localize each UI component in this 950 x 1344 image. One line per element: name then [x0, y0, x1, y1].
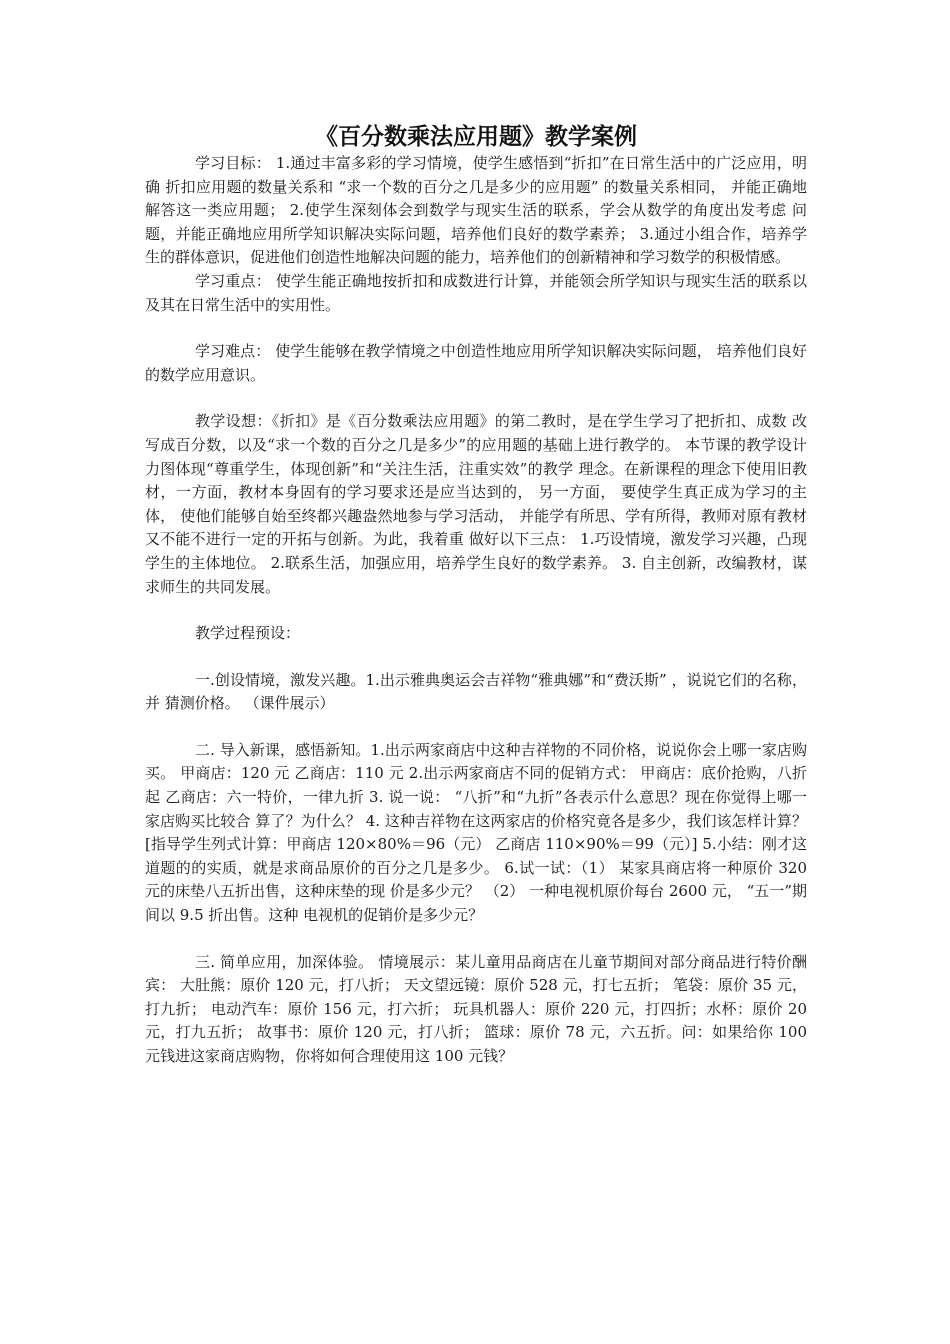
paragraph-spacer	[145, 716, 807, 739]
paragraph-spacer	[145, 599, 807, 622]
paragraph-section-two: 二. 导入新课，感悟新知。1.出示两家商店中这种吉祥物的不同价格，说说你会上哪一家店购买。 甲商店：120 元 乙商店：110 元 2.出示两家商店不同的促销方式： 甲商店：底价抢购，八折起 乙商店：六一特价，一律九折 3. 说一说： “八折”和“九折”各表示什么意思？现在你觉得上哪一家店购买比较合 算了？为什么？ 4. 这种吉祥物在这两家店的价格究竟各是多少，我们该怎样计算？ [指导学生列式计算：甲商店 120×80%＝96（元） 乙商店 110×90%＝99（元）] 5.小结：刚才这道题的的实质，就是求商品原价的百分之几是多少。 6.试一试：（1） 某家具商店将一种原价 320 元的床垫八五折出售，这种床垫的现 价是多少元？ （2） 一种电视机原价每台 2600 元， “五一”期间以 9.5 折出售。这种 电视机的促销价是多少元？	[145, 740, 807, 925]
paragraph-teaching-idea: 教学设想：《折扣》是《百分数乘法应用题》的第二教时，是在学生学习了把折扣、成数 改写成百分数，以及“求一个数的百分之几是多少”的应用题的基础上进行教学的。 本节课的教学设计力图体现“尊重学生，体现创新”和“关注生活，注重实效”的教学 理念。在新课程的理念下使用旧教材，一方面，教材本身固有的学习要求还是应当达到的， 另一方面， 要使学生真正成为学习的主体， 使他们能够自始至终都兴趣盎然地参与学习活动， 并能学有所思、学有所得，教师对原有教材又不能不进行一定的开拓与创新。为此，我着重 做好以下三点： 1.巧设情境，激发学习兴趣，凸现学生的主体地位。 2.联系生活，加强应用，培养学生良好的数学素养。 3. 自主创新，改编教材，谋求师生的共同发展。	[145, 412, 807, 596]
document-title: 《百分数乘法应用题》教学案例	[315, 124, 637, 150]
paragraph-spacer	[145, 646, 807, 669]
paragraph-section-three: 三. 简单应用，加深体验。 情境展示：某儿童用品商店在儿童节期间对部分商品进行特价酬宾： 大肚熊：原价 120 元，打八折； 天文望远镜：原价 528 元，打七五折； 笔袋：原价 35 元，打九折； 电动汽车：原价 156 元，打六折； 玩具机器人：原价 220 元，打四折；水杯：原价 20 元，打九五折； 故事书：原价 120 元，打八折； 篮球：原价 78 元，六五折。问：如果给你 100 元钱进这家商店购物，你将如何合理使用这 100 元钱？	[145, 952, 807, 1065]
paragraph-difficulties: 学习难点： 使学生能够在教学情境之中创造性地应用所学知识解决实际问题， 培养他们良好 的数学应用意识。	[145, 342, 807, 384]
paragraph-key-points: 学习重点： 使学生能正确地按折扣和成数进行计算，并能领会所学知识与现实生活的联系以 及其在日常生活中的实用性。	[145, 271, 807, 314]
paragraph-spacer	[145, 387, 807, 410]
paragraph-learning-goals: 学习目标： 1.通过丰富多彩的学习情境，使学生感悟到“折扣”在日常生活中的广泛应用，明确 折扣应用题的数量关系和 “求一个数的百分之几是多少的应用题” 的数量关系相同， 并能正确地解答这一类应用题； 2.使学生深刻体会到数学与现实生活的联系，学会从数学的角度出发考虑 问题，并能正确地应用所学知识解决实际问题，培养他们良好的数学素养； 3.通过小组合作，培养学生的群体意识，促进他们创造性地解决问题的能力，培养他们的创新精神和学习数学的积极情感。	[145, 154, 807, 267]
paragraph-spacer	[145, 928, 807, 951]
paragraph-spacer	[145, 317, 807, 340]
paragraph-process-heading: 教学过程预设：	[195, 624, 301, 643]
document-page	[145, 0, 807, 1069]
paragraph-section-one: 一.创设情境，激发兴趣。1.出示雅典奥运会吉祥物“雅典娜”和“费沃斯” ，说说它们的名称，并 猜测价格。 （课件展示）	[145, 670, 807, 713]
